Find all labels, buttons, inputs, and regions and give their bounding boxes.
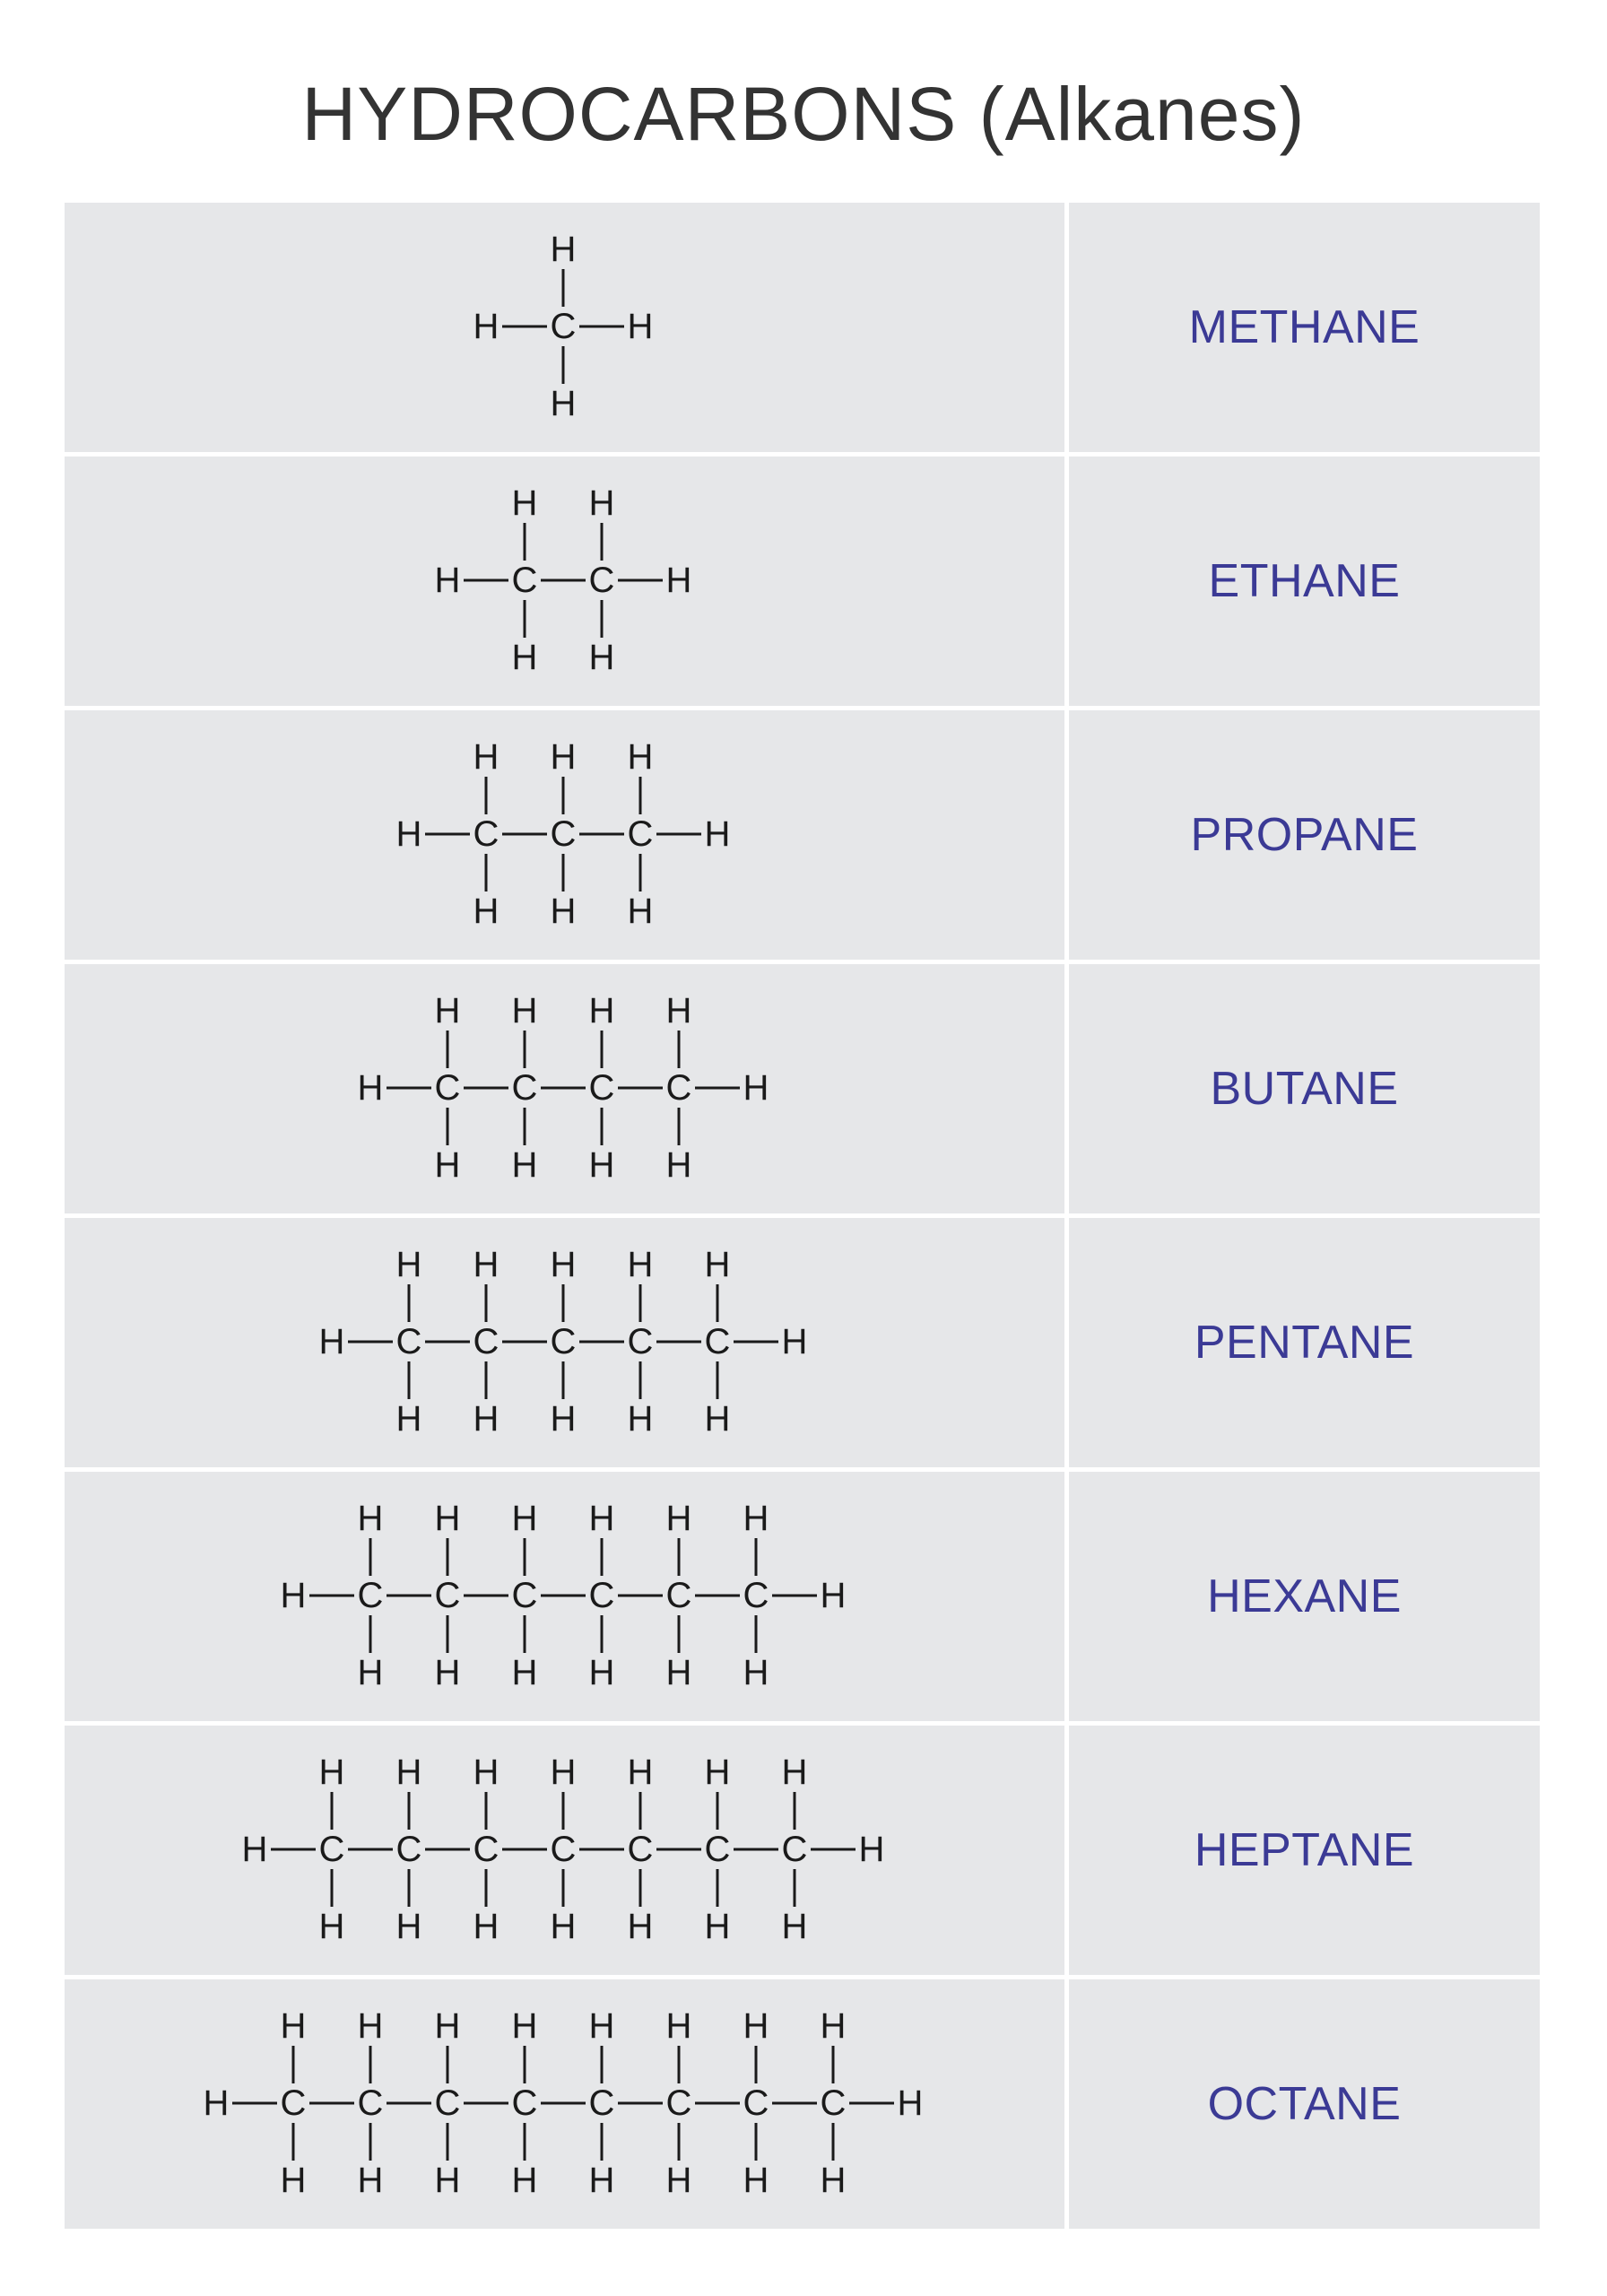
hydrogen-atom: H xyxy=(473,1907,499,1946)
hydrogen-atom: H xyxy=(588,638,615,677)
carbon-atom: C xyxy=(473,814,499,854)
hydrogen-atom: H xyxy=(511,1145,538,1185)
hydrogen-atom: H xyxy=(280,1576,307,1615)
hydrogen-atom: H xyxy=(473,307,499,346)
structural-formula-cell xyxy=(65,964,1064,1213)
table-row xyxy=(65,457,1540,706)
hydrogen-atom: H xyxy=(434,561,461,600)
hydrogen-atom: H xyxy=(434,991,461,1031)
hydrogen-atom: H xyxy=(743,1653,769,1692)
table-row xyxy=(65,1726,1540,1975)
hydrogen-atom: H xyxy=(357,2006,384,2046)
hydrogen-atom: H xyxy=(395,1907,422,1946)
alkane-name-cell xyxy=(1069,1979,1540,2229)
carbon-atom: C xyxy=(627,1322,654,1361)
structural-formula xyxy=(65,1979,1064,2229)
structural-formula-cell xyxy=(65,1979,1064,2229)
carbon-atom: C xyxy=(434,1576,461,1615)
hydrogen-atom: H xyxy=(550,1245,577,1284)
hydrogen-atom: H xyxy=(434,1653,461,1692)
hydrogen-atom: H xyxy=(820,2006,847,2046)
carbon-atom: C xyxy=(280,2083,307,2123)
structural-formula xyxy=(65,710,1064,960)
hydrogen-atom: H xyxy=(550,1399,577,1439)
alkane-name: METHANE xyxy=(1188,301,1420,353)
hydrogen-atom: H xyxy=(858,1830,885,1869)
hydrogen-atom: H xyxy=(627,891,654,931)
hydrogen-atom: H xyxy=(665,1653,692,1692)
carbon-atom: C xyxy=(357,2083,384,2123)
hydrogen-atom: H xyxy=(665,2006,692,2046)
table-row xyxy=(65,964,1540,1213)
carbon-atom: C xyxy=(395,1322,422,1361)
hydrogen-atom: H xyxy=(280,2161,307,2200)
hydrogen-atom: H xyxy=(241,1830,268,1869)
table-row xyxy=(65,1472,1540,1721)
alkane-name: HEPTANE xyxy=(1194,1824,1415,1876)
hydrogen-atom: H xyxy=(511,483,538,523)
carbon-atom: C xyxy=(473,1830,499,1869)
hydrogen-atom: H xyxy=(550,891,577,931)
hydrogen-atom: H xyxy=(665,991,692,1031)
carbon-atom: C xyxy=(588,1068,615,1108)
carbon-atom: C xyxy=(357,1576,384,1615)
hydrogen-atom: H xyxy=(473,1752,499,1792)
carbon-atom: C xyxy=(588,2083,615,2123)
structural-formula-cell xyxy=(65,1472,1064,1721)
hydrogen-atom: H xyxy=(588,2161,615,2200)
carbon-atom: C xyxy=(665,1576,692,1615)
alkane-name: PROPANE xyxy=(1190,809,1419,861)
hydrogen-atom: H xyxy=(434,1145,461,1185)
hydrogen-atom: H xyxy=(511,2161,538,2200)
carbon-atom: C xyxy=(820,2083,847,2123)
structural-formula-cell xyxy=(65,1218,1064,1467)
hydrogen-atom: H xyxy=(318,1907,345,1946)
structural-formula xyxy=(65,1218,1064,1467)
hydrogen-atom: H xyxy=(550,1752,577,1792)
alkanes-table xyxy=(65,203,1540,2229)
alkane-name: OCTANE xyxy=(1207,2078,1402,2130)
hydrogen-atom: H xyxy=(357,2161,384,2200)
hydrogen-atom: H xyxy=(357,1499,384,1538)
structural-formula xyxy=(65,203,1064,452)
structural-formula xyxy=(65,1726,1064,1975)
hydrogen-atom: H xyxy=(665,1145,692,1185)
carbon-atom: C xyxy=(704,1830,731,1869)
hydrogen-atom: H xyxy=(704,1399,731,1439)
hydrogen-atom: H xyxy=(473,1245,499,1284)
hydrogen-atom: H xyxy=(473,737,499,777)
hydrogen-atom: H xyxy=(743,1499,769,1538)
hydrogen-atom: H xyxy=(704,1245,731,1284)
hydrogen-atom: H xyxy=(897,2083,924,2123)
hydrogen-atom: H xyxy=(203,2083,230,2123)
carbon-atom: C xyxy=(627,1830,654,1869)
hydrogen-atom: H xyxy=(395,814,422,854)
alkane-name-cell xyxy=(1069,1726,1540,1975)
hydrogen-atom: H xyxy=(588,483,615,523)
hydrogen-atom: H xyxy=(704,814,731,854)
structural-formula xyxy=(65,1472,1064,1721)
hydrogen-atom: H xyxy=(395,1245,422,1284)
hydrogen-atom: H xyxy=(627,737,654,777)
hydrogen-atom: H xyxy=(743,1068,769,1108)
carbon-atom: C xyxy=(473,1322,499,1361)
hydrogen-atom: H xyxy=(665,1499,692,1538)
structural-formula-cell xyxy=(65,1726,1064,1975)
carbon-atom: C xyxy=(627,814,654,854)
alkane-name-cell xyxy=(1069,1218,1540,1467)
table-row xyxy=(65,710,1540,960)
hydrogen-atom: H xyxy=(550,230,577,269)
hydrogen-atom: H xyxy=(511,991,538,1031)
carbon-atom: C xyxy=(434,2083,461,2123)
carbon-atom: C xyxy=(588,1576,615,1615)
hydrogen-atom: H xyxy=(511,1653,538,1692)
hydrogen-atom: H xyxy=(627,1907,654,1946)
hydrogen-atom: H xyxy=(704,1907,731,1946)
hydrogen-atom: H xyxy=(781,1752,808,1792)
carbon-atom: C xyxy=(395,1830,422,1869)
hydrogen-atom: H xyxy=(473,1399,499,1439)
alkane-name: BUTANE xyxy=(1210,1063,1399,1115)
hydrogen-atom: H xyxy=(357,1653,384,1692)
hydrogen-atom: H xyxy=(781,1907,808,1946)
hydrogen-atom: H xyxy=(511,638,538,677)
structural-formula-cell xyxy=(65,203,1064,452)
table-row xyxy=(65,1218,1540,1467)
hydrogen-atom: H xyxy=(588,1653,615,1692)
carbon-atom: C xyxy=(318,1830,345,1869)
hydrogen-atom: H xyxy=(395,1752,422,1792)
structural-formula xyxy=(65,964,1064,1213)
hydrogen-atom: H xyxy=(627,1399,654,1439)
carbon-atom: C xyxy=(743,1576,769,1615)
carbon-atom: C xyxy=(511,2083,538,2123)
hydrogen-atom: H xyxy=(473,891,499,931)
hydrogen-atom: H xyxy=(743,2161,769,2200)
hydrogen-atom: H xyxy=(511,2006,538,2046)
hydrogen-atom: H xyxy=(665,2161,692,2200)
hydrogen-atom: H xyxy=(588,1145,615,1185)
carbon-atom: C xyxy=(550,814,577,854)
hydrogen-atom: H xyxy=(627,1752,654,1792)
alkane-name-cell xyxy=(1069,203,1540,452)
hydrogen-atom: H xyxy=(781,1322,808,1361)
hydrogen-atom: H xyxy=(318,1322,345,1361)
carbon-atom: C xyxy=(550,1830,577,1869)
carbon-atom: C xyxy=(511,1068,538,1108)
carbon-atom: C xyxy=(550,1322,577,1361)
hydrogen-atom: H xyxy=(357,1068,384,1108)
structural-formula xyxy=(65,457,1064,706)
hydrogen-atom: H xyxy=(550,737,577,777)
hydrogen-atom: H xyxy=(743,2006,769,2046)
hydrogen-atom: H xyxy=(820,1576,847,1615)
alkane-name-cell xyxy=(1069,457,1540,706)
carbon-atom: C xyxy=(511,561,538,600)
hydrogen-atom: H xyxy=(280,2006,307,2046)
carbon-atom: C xyxy=(550,307,577,346)
alkane-name: PENTANE xyxy=(1194,1317,1415,1369)
hydrogen-atom: H xyxy=(588,991,615,1031)
table-row xyxy=(65,1979,1540,2229)
alkane-name: ETHANE xyxy=(1208,555,1401,607)
carbon-atom: C xyxy=(665,2083,692,2123)
alkane-name-cell xyxy=(1069,710,1540,960)
hydrogen-atom: H xyxy=(704,1752,731,1792)
carbon-atom: C xyxy=(743,2083,769,2123)
carbon-atom: C xyxy=(588,561,615,600)
hydrogen-atom: H xyxy=(588,2006,615,2046)
hydrogen-atom: H xyxy=(434,2006,461,2046)
alkane-name: HEXANE xyxy=(1207,1570,1402,1622)
table-row xyxy=(65,203,1540,452)
carbon-atom: C xyxy=(665,1068,692,1108)
carbon-atom: C xyxy=(704,1322,731,1361)
hydrogen-atom: H xyxy=(434,2161,461,2200)
hydrogen-atom: H xyxy=(434,1499,461,1538)
hydrogen-atom: H xyxy=(665,561,692,600)
carbon-atom: C xyxy=(781,1830,808,1869)
structural-formula-cell xyxy=(65,710,1064,960)
hydrogen-atom: H xyxy=(550,1907,577,1946)
alkane-name-cell xyxy=(1069,1472,1540,1721)
page-title: HYDROCARBONS (Alkanes) xyxy=(301,72,1306,156)
hydrogen-atom: H xyxy=(820,2161,847,2200)
hydrogen-atom: H xyxy=(395,1399,422,1439)
alkane-name-cell xyxy=(1069,964,1540,1213)
hydrogen-atom: H xyxy=(550,384,577,423)
hydrogen-atom: H xyxy=(627,307,654,346)
carbon-atom: C xyxy=(511,1576,538,1615)
hydrogen-atom: H xyxy=(627,1245,654,1284)
hydrogen-atom: H xyxy=(588,1499,615,1538)
hydrogen-atom: H xyxy=(511,1499,538,1538)
carbon-atom: C xyxy=(434,1068,461,1108)
structural-formula-cell xyxy=(65,457,1064,706)
hydrogen-atom: H xyxy=(318,1752,345,1792)
